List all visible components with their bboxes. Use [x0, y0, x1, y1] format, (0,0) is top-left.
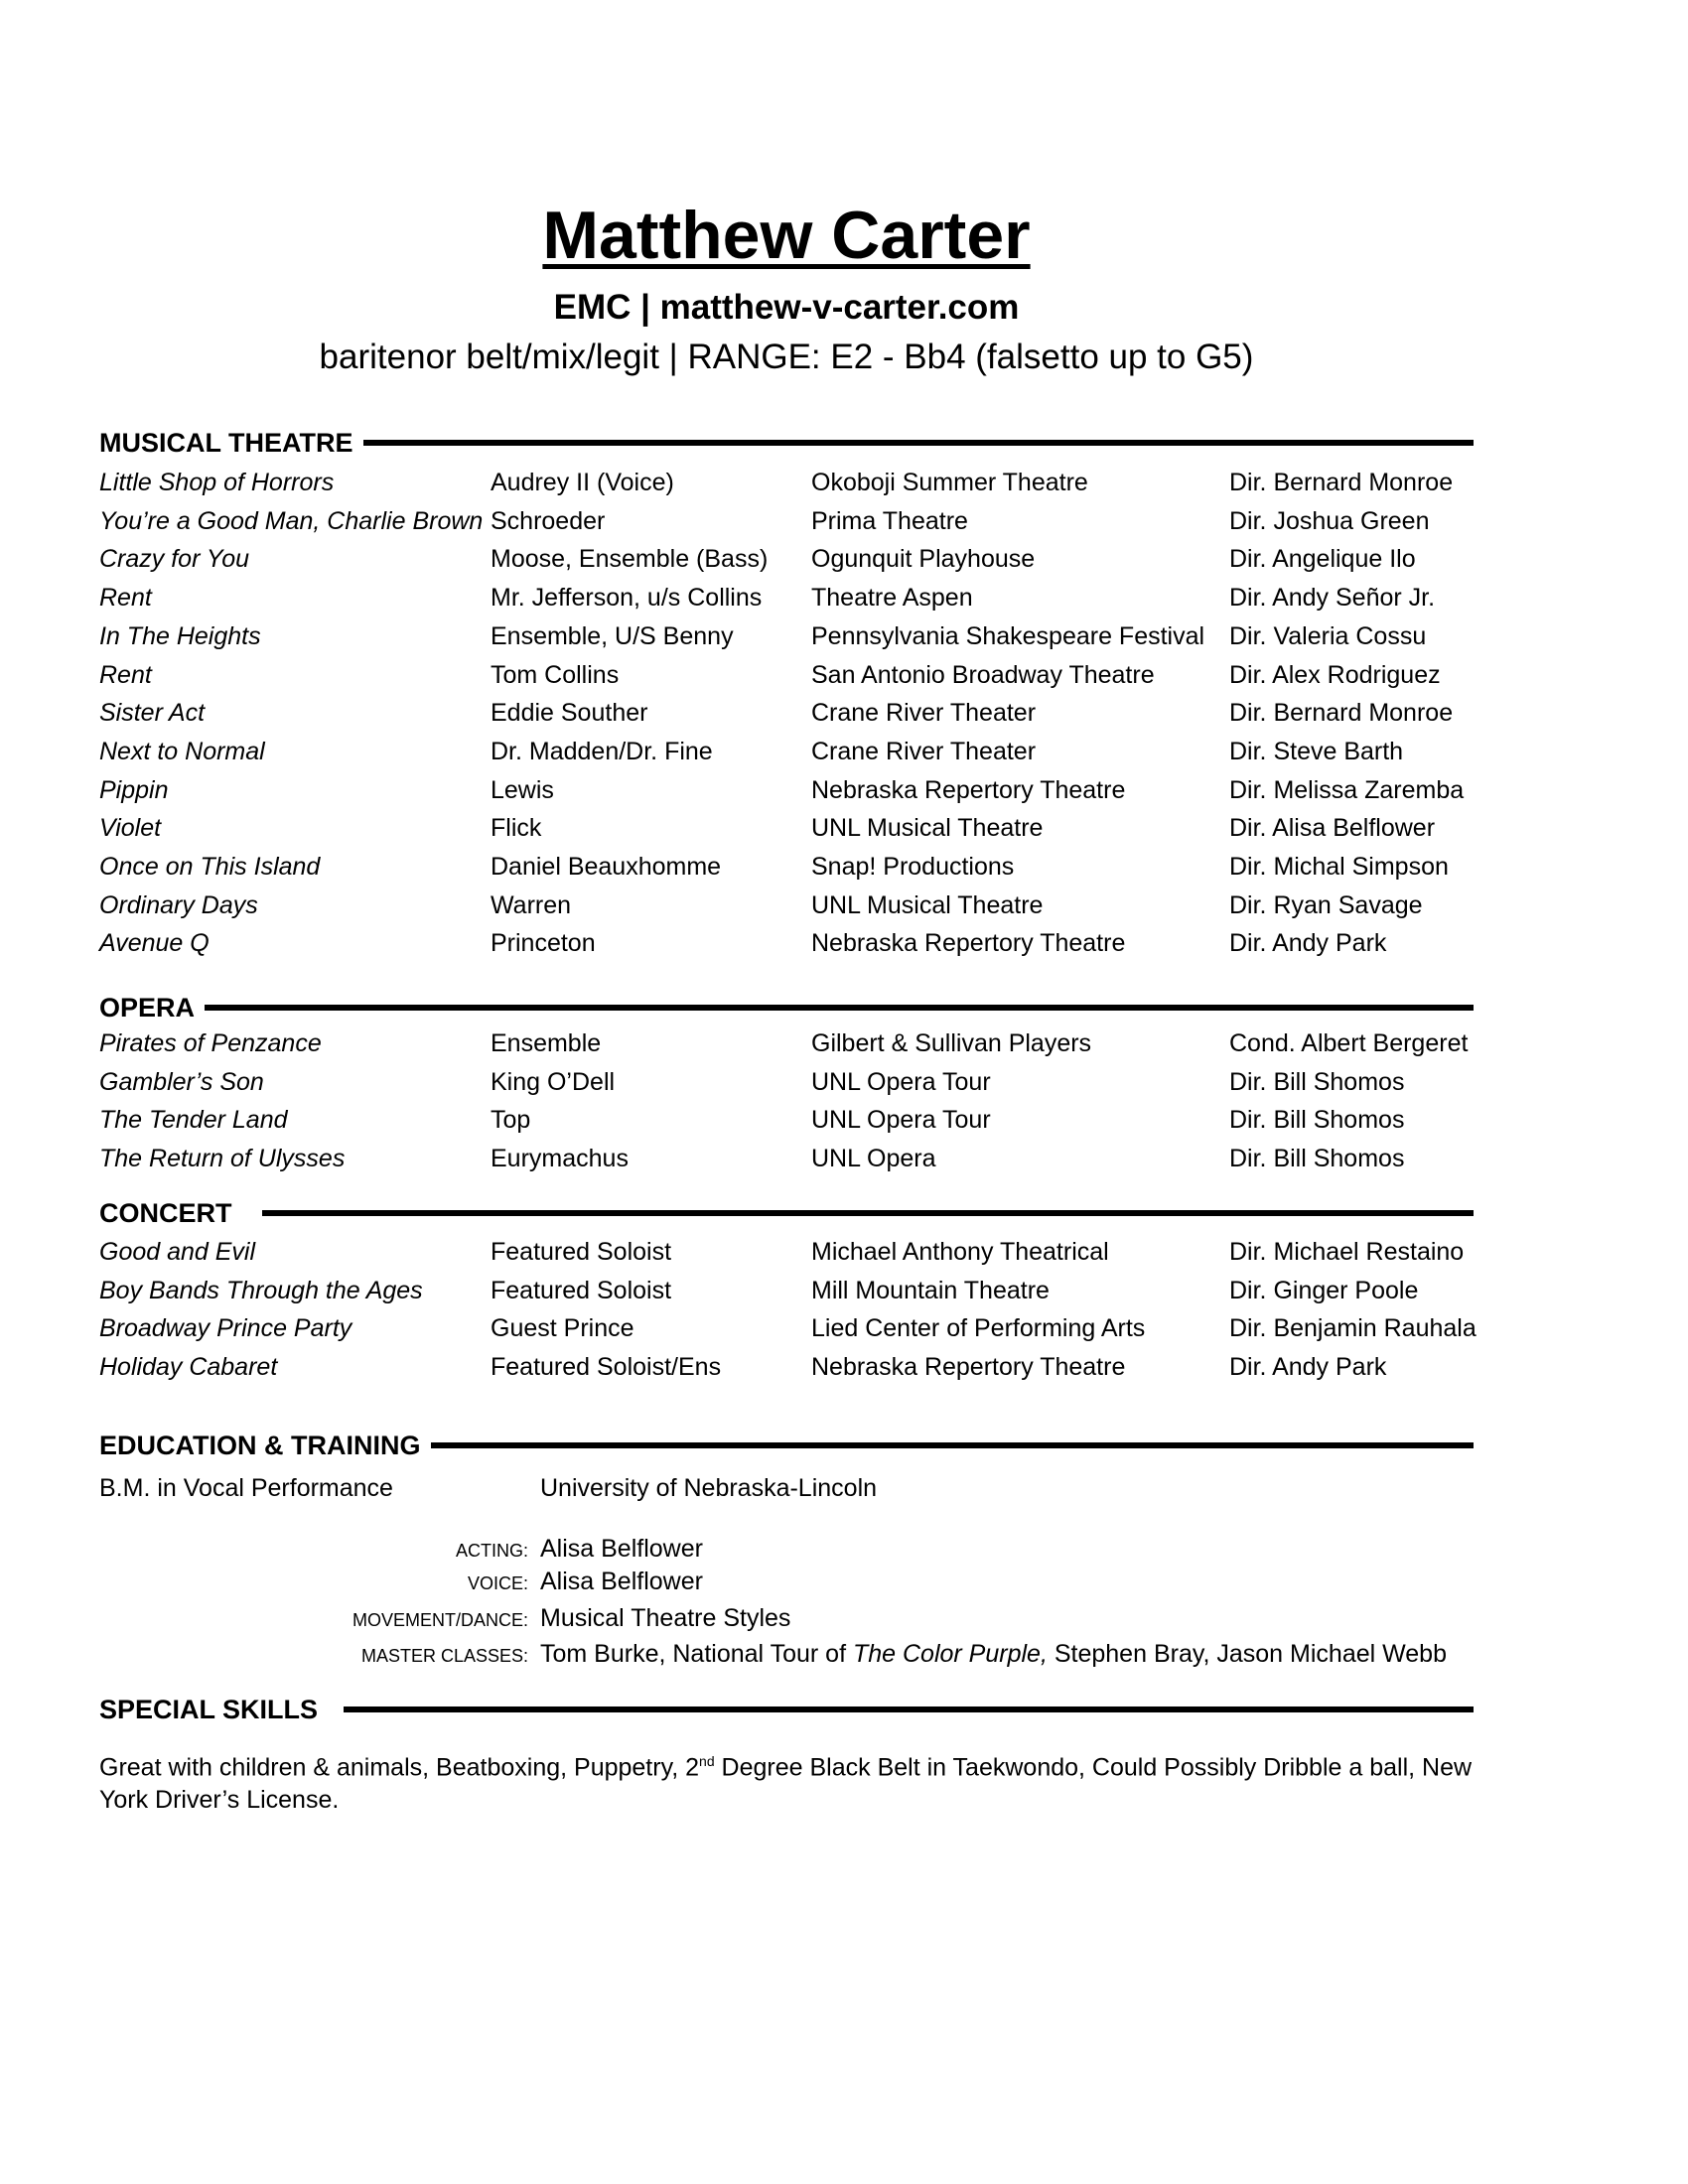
director: Dir. Valeria Cossu — [1229, 621, 1427, 650]
director: Dir. Joshua Green — [1229, 506, 1430, 535]
role: Moose, Ensemble (Bass) — [491, 545, 769, 574]
show-title: Ordinary Days — [99, 890, 258, 919]
role: Daniel Beauxhomme — [491, 853, 722, 881]
role: Ensemble, U/S Benny — [491, 621, 734, 650]
role: Ensemble — [491, 1029, 602, 1057]
skills-part: Degree Black Belt in Taekwondo, Could Possibly Dribble a ball, New York Driver’s License. — [99, 1753, 1473, 1815]
company: UNL Opera — [811, 1145, 936, 1173]
role: Eddie Souther — [491, 699, 648, 728]
show-title: Next to Normal — [99, 737, 265, 765]
contact-line: EMC | matthew-v-carter.com — [553, 288, 1020, 327]
company: Ogunquit Playhouse — [811, 545, 1036, 574]
director: Dir. Melissa Zaremba — [1229, 775, 1465, 804]
school: University of Nebraska-Lincoln — [540, 1474, 878, 1502]
director: Dir. Ryan Savage — [1229, 890, 1423, 919]
company: Gilbert & Sullivan Players — [811, 1029, 1092, 1057]
section-title: CONCERT — [99, 1197, 232, 1228]
company: Mill Mountain Theatre — [811, 1276, 1050, 1304]
company: Michael Anthony Theatrical — [811, 1238, 1109, 1266]
show-title: Good and Evil — [99, 1238, 256, 1266]
training-label-acting: ACTING: — [455, 1541, 528, 1561]
role: Princeton — [491, 929, 596, 958]
show-title: The Tender Land — [99, 1106, 288, 1135]
company: Okoboji Summer Theatre — [811, 469, 1088, 496]
director: Dir. Andy Park — [1229, 929, 1387, 958]
director: Dir. Bill Shomos — [1229, 1067, 1405, 1096]
section-header-concert — [99, 1196, 1474, 1230]
role: King O’Dell — [491, 1067, 616, 1096]
company: Lied Center of Performing Arts — [811, 1314, 1146, 1343]
company: Theatre Aspen — [811, 584, 973, 613]
director: Dir. Michael Restaino — [1229, 1238, 1465, 1266]
show-title: Rent — [99, 660, 152, 689]
company: UNL Opera Tour — [811, 1067, 991, 1096]
director: Dir. Steve Barth — [1229, 737, 1404, 765]
company: UNL Opera Tour — [811, 1106, 991, 1135]
director: Dir. Benjamin Rauhala — [1229, 1314, 1477, 1343]
role: Tom Collins — [491, 660, 620, 689]
role: Top — [491, 1106, 531, 1135]
divider — [262, 1210, 1475, 1216]
show-title: Boy Bands Through the Ages — [99, 1276, 423, 1304]
role: Mr. Jefferson, u/s Collins — [491, 584, 763, 613]
section-header-skills — [99, 1693, 1474, 1726]
director: Dir. Andy Señor Jr. — [1229, 584, 1436, 613]
section-title: EDUCATION & TRAINING — [99, 1430, 421, 1460]
show-title: Broadway Prince Party — [99, 1314, 352, 1343]
director: Dir. Bill Shomos — [1229, 1145, 1405, 1173]
training-value-movement: Musical Theatre Styles — [540, 1604, 791, 1632]
director: Dir. Bernard Monroe — [1229, 699, 1454, 728]
director: Dir. Ginger Poole — [1229, 1276, 1419, 1304]
role: Schroeder — [491, 506, 606, 535]
mc-text: Tom Burke, National Tour of — [540, 1640, 853, 1668]
role: Warren — [491, 890, 572, 919]
show-title: Sister Act — [99, 699, 206, 728]
company: Nebraska Repertory Theatre — [811, 1353, 1126, 1382]
role: Lewis — [491, 775, 554, 804]
training-label-movement: MOVEMENT/DANCE: — [352, 1610, 528, 1630]
training-value-voice: Alisa Belflower — [540, 1568, 703, 1595]
director: Dir. Bill Shomos — [1229, 1106, 1405, 1135]
section-title: OPERA — [99, 992, 196, 1023]
training-value-acting: Alisa Belflower — [540, 1535, 703, 1563]
company: Crane River Theater — [811, 737, 1037, 765]
divider — [363, 440, 1475, 446]
role: Featured Soloist — [491, 1238, 672, 1266]
company: Snap! Productions — [811, 853, 1015, 881]
show-title: Pirates of Penzance — [99, 1029, 322, 1057]
section-title: SPECIAL SKILLS — [99, 1694, 319, 1724]
section-title: MUSICAL THEATRE — [99, 427, 353, 458]
mc-text-rest: Stephen Bray, Jason Michael Webb — [1047, 1640, 1447, 1668]
director: Dir. Michal Simpson — [1229, 853, 1449, 881]
show-title: In The Heights — [99, 621, 261, 650]
company: UNL Musical Theatre — [811, 890, 1044, 919]
show-title: Gambler’s Son — [99, 1067, 264, 1096]
director: Dir. Angelique Ilo — [1229, 545, 1416, 574]
show-title: Avenue Q — [99, 929, 210, 958]
skills-text — [99, 1745, 1479, 1817]
company: Prima Theatre — [811, 506, 968, 535]
mc-title: The Color Purple, — [852, 1640, 1048, 1668]
show-title: Little Shop of Horrors — [99, 469, 335, 496]
show-title: Violet — [99, 814, 162, 843]
show-title: You’re a Good Man, Charlie Brown — [99, 506, 484, 535]
show-title: The Return of Ulysses — [99, 1145, 346, 1173]
divider — [205, 1005, 1474, 1011]
role: Flick — [491, 814, 542, 843]
show-title: Rent — [99, 584, 152, 613]
role: Guest Prince — [491, 1314, 634, 1343]
divider — [431, 1442, 1475, 1448]
role: Featured Soloist/Ens — [491, 1353, 722, 1382]
voice-type-range: baritenor belt/mix/legit | RANGE: E2 - Bb4 (falsetto up to G5) — [319, 338, 1254, 376]
director: Dir. Bernard Monroe — [1229, 469, 1454, 496]
training-value-master-classes — [540, 1640, 1447, 1669]
resume-name: Matthew Carter — [542, 198, 1031, 273]
skills-part: Great with children & animals, Beatboxing, Puppetry, 2 — [99, 1753, 700, 1782]
company: San Antonio Broadway Theatre — [811, 660, 1155, 689]
company: Nebraska Repertory Theatre — [811, 775, 1126, 804]
company: UNL Musical Theatre — [811, 814, 1044, 843]
show-title: Once on This Island — [99, 853, 321, 881]
role: Dr. Madden/Dr. Fine — [491, 737, 713, 765]
director: Dir. Alisa Belflower — [1229, 814, 1436, 843]
company: Pennsylvania Shakespeare Festival — [811, 621, 1205, 650]
divider — [344, 1706, 1474, 1712]
training-label-voice: VOICE: — [467, 1573, 528, 1593]
section-header-opera — [99, 991, 1474, 1024]
company: Crane River Theater — [811, 699, 1037, 728]
section-header-education — [99, 1429, 1474, 1462]
role: Eurymachus — [491, 1145, 629, 1173]
show-title: Pippin — [99, 775, 169, 804]
role: Featured Soloist — [491, 1276, 672, 1304]
role: Audrey II (Voice) — [491, 469, 674, 496]
director: Dir. Andy Park — [1229, 1353, 1387, 1382]
degree: B.M. in Vocal Performance — [99, 1474, 393, 1502]
training-label-master-classes: MASTER CLASSES: — [360, 1646, 528, 1666]
show-title: Crazy for You — [99, 545, 250, 574]
director: Dir. Alex Rodriguez — [1229, 660, 1441, 689]
company: Nebraska Repertory Theatre — [811, 929, 1126, 958]
ordinal-suffix: nd — [699, 1753, 715, 1769]
show-title: Holiday Cabaret — [99, 1353, 278, 1382]
section-header-musical-theatre — [99, 426, 1474, 460]
director: Cond. Albert Bergeret — [1229, 1029, 1469, 1057]
